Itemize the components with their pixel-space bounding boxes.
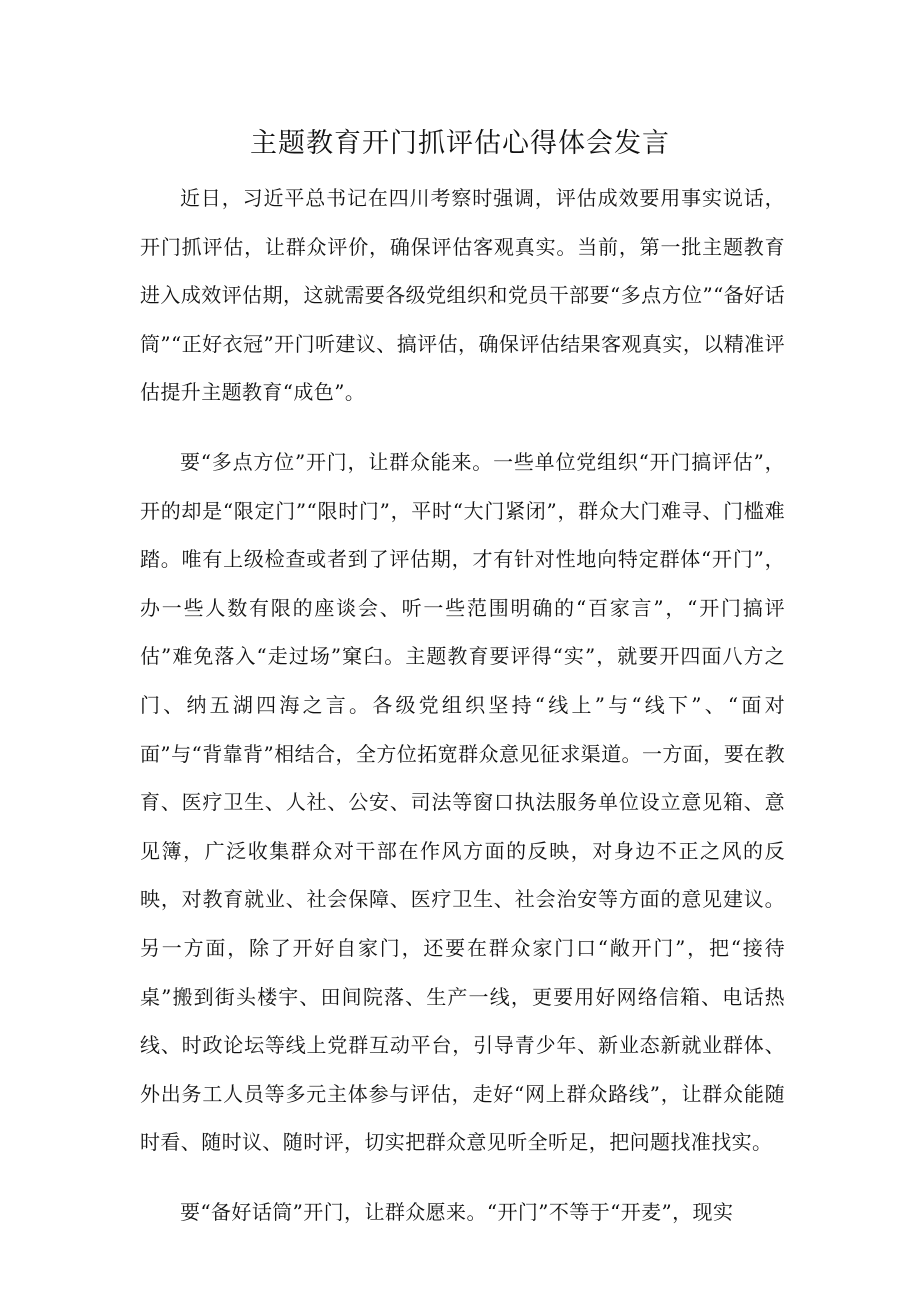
document-title: 主题教育开门抓评估心得体会发言 (250, 128, 670, 159)
paragraph-multi-direction: 要“多点方位”开门，让群众能来。一些单位党组织“开门搞评估”，开的却是“限定门”“限时门”，平时“大门紧闭”，群众大门难寻、门槛难踏。唯有上级检查或者到了评估期，才有针对性地向特定群体“开门”，办一些人数有限的座谈会、听一些范围明确的“百家言”，“开门搞评估”难免落入“走过场”窠臼。主题教育要评得“实”，就要开四面八方之门、纳五湖四海之言。各级党组织坚持“线上”与“线下”、“面对面”与“背靠背”相结合，全方位拓宽群众意见征求渠道。一方面，要在教育、医疗卫生、人社、公安、司法等窗口执法服务单位设立意见箱、意见簿，广泛收集群众对干部在作风方面的反映，对身边不正之风的反映，对教育就业、社会保障、医疗卫生、社会治安等方面的意见建议。另一方面，除了开好自家门，还要在群众家门口“敞开门”，把“接待桌”搬到街头楼宇、田间院落、生产一线，更要用好网络信箱、电话热线、时政论坛等线上党群互动平台，引导青少年、新业态新就业群体、外出务工人员等多元主体参与评估，走好“网上群众路线”，让群众能随时看、随时议、随时评，切实把群众意见听全听足，把问题找准找实。 (140, 449, 785, 1155)
document-body (140, 174, 785, 1236)
paragraph-intro: 近日，习近平总书记在四川考察时强调，评估成效要用事实说话，开门抓评估，让群众评价，确保评估客观真实。当前，第一批主题教育进入成效评估期，这就需要各级党组织和党员干部要“多点方位”“备好话筒”“正好衣冠”开门听建议、搞评估，确保评估结果客观真实，以精准评估提升主题教育“成色”。 (140, 186, 785, 405)
paragraph-microphone: 要“备好话筒”开门，让群众愿来。“开门”不等于“开麦”，现实 (180, 1199, 734, 1224)
